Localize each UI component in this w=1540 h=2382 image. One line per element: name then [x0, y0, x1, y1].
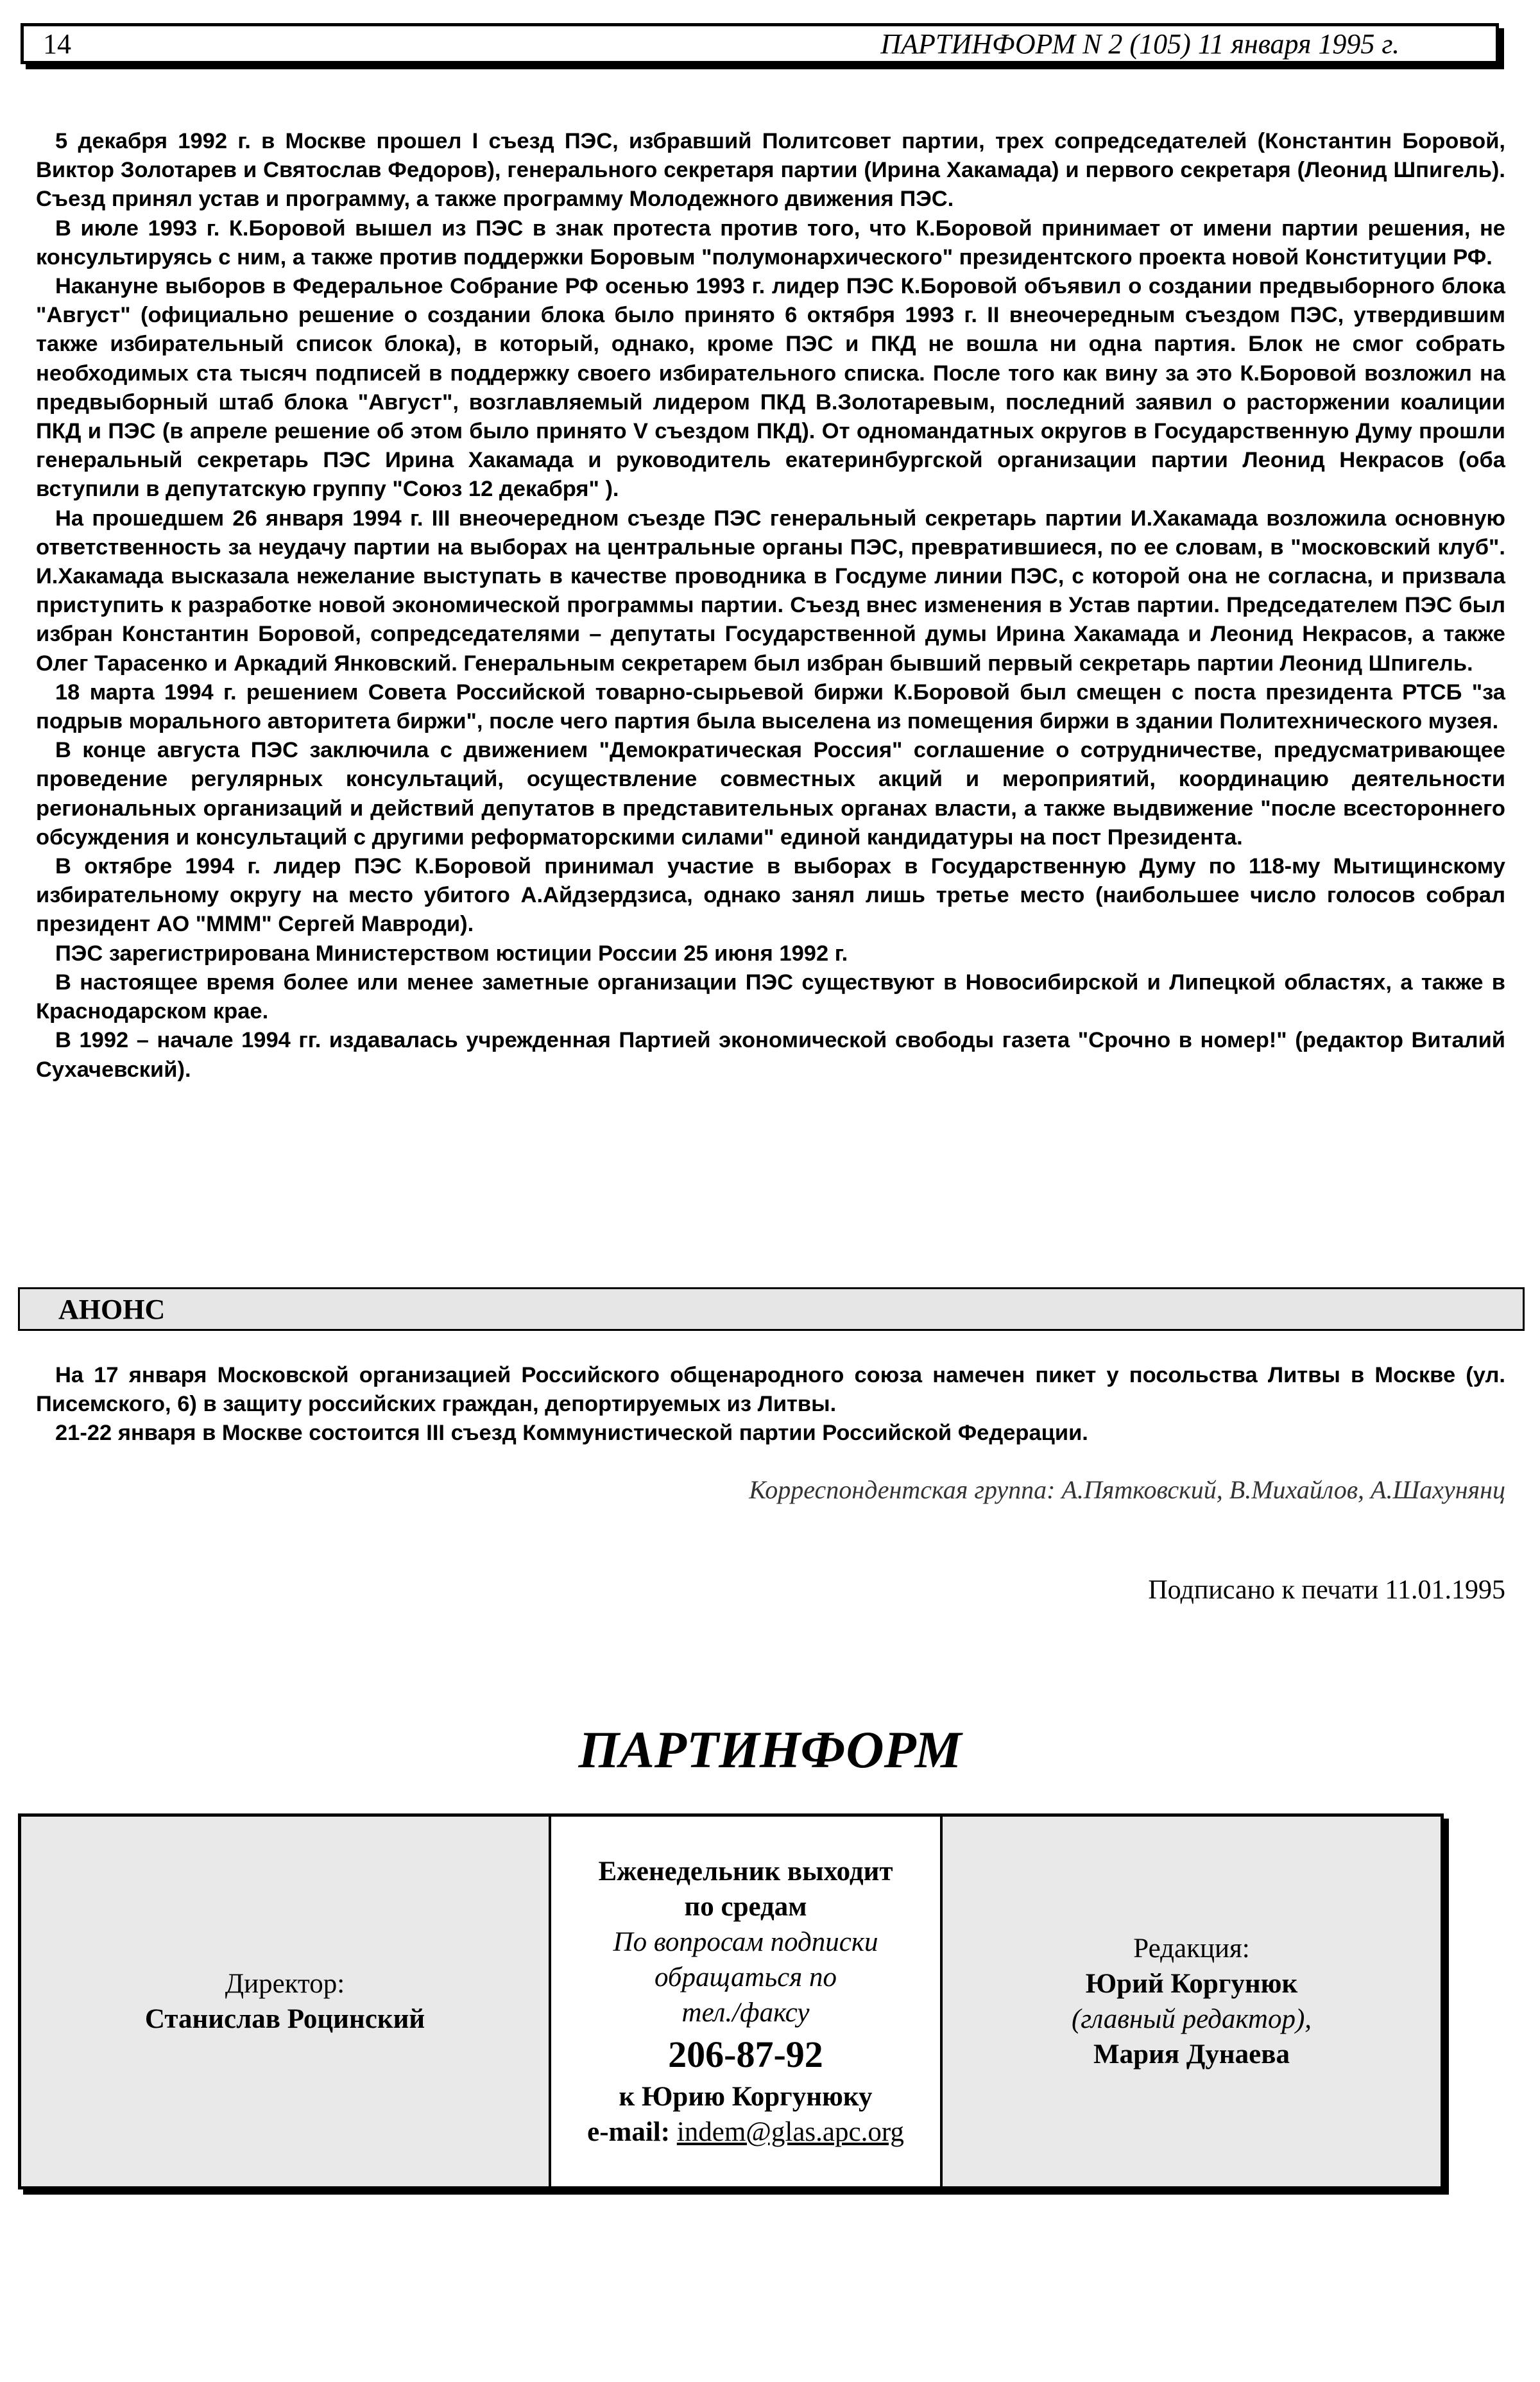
weekly-day: по средам — [684, 1891, 807, 1922]
article-paragraph: В 1992 – начале 1994 гг. издавалась учрежденная Партией экономической свободы газета "Срочно в номер!" (редактор Виталий Сухачевский). — [36, 1028, 1505, 1082]
article-paragraph: В настоящее время более или менее заметные организации ПЭС существуют в Новосибирской и Липецкой областях, а также в Краснодарском крае. — [36, 970, 1505, 1024]
article-paragraph: В июле 1993 г. К.Боровой вышел из ПЭС в знак протеста против того, что К.Боровой принимает от имени партии решения, не консультируясь с ним, а также против поддержки Боровым "полумонархического" президентского проекта новой Конституции РФ. — [36, 216, 1505, 270]
director-label: Директор: — [225, 1969, 345, 1999]
page-number: 14 — [43, 28, 71, 60]
article-body — [36, 127, 1505, 1084]
editor-role: (главный редактор), — [1071, 2004, 1312, 2034]
masthead-title: ПАРТИНФОРМ — [578, 1720, 962, 1779]
contact-person: к Юрию Коргунюку — [619, 2081, 873, 2112]
article-paragraph: Накануне выборов в Федеральное Собрание РФ осенью 1993 г. лидер ПЭС К.Боровой объявил о создании предвыборного блока "Август" (официально решение о создании блока было принято 6 октября 1993 г. II внеочередным съездом ПЭС, утвердившим также избирательный список блока), в который, однако, кроме ПЭС и ПКД не вошла ни одна партия. Блок не смог собрать необходимых ста тысяч подписей в поддержку своего избирательного списка. После того как вину за это К.Боровой возложил на предвыборный штаб блока "Август", возглавляемый лидером ПКД В.Золотаревым, последний заявил о расторжении коалиции ПКД и ПЭС (в апреле решение об этом было принято V съездом ПКД). От одномандатных округов в Государственную Думу прошли генеральный секретарь ПЭС Ирина Хакамада и руководитель екатеринбургской организации партии Леонид Некрасов (оба вступили в депутатскую группу "Союз 12 декабря" ). — [36, 274, 1505, 502]
imprint-table — [18, 1813, 1444, 2189]
article-paragraph: 18 марта 1994 г. решением Совета Российской товарно-сырьевой биржи К.Боровой был смещен с поста президента РТСБ "за подрыв морального авторитета биржи", после чего партия была выселена из помещения биржи в здании Политехнического музея. — [36, 680, 1505, 734]
article-paragraph: 5 декабря 1992 г. в Москве прошел I съезд ПЭС, избравший Политсовет партии, трех сопредседателей (Константин Боровой, Виктор Золотарев и Святослав Федоров), генерального секретаря партии (Ирина Хакамада) и первого секретаря (Леонид Шпигель). Съезд принял устав и программу, а также программу Молодежного движения ПЭС. — [36, 129, 1505, 212]
weekly-line: Еженедельник выходит — [598, 1856, 893, 1887]
anons-label: АНОНС — [58, 1293, 166, 1325]
editors-label: Редакция: — [1133, 1933, 1250, 1964]
director-name: Станислав Роцинский — [144, 2004, 425, 2034]
director-cell — [21, 1817, 551, 2186]
page-header — [21, 23, 1499, 64]
editor-name: Мария Дунаева — [1093, 2039, 1290, 2069]
article-paragraph: ПЭС зарегистрирована Министерством юстиции России 25 июня 1992 г. — [55, 941, 848, 966]
editors-cell — [943, 1817, 1441, 2186]
article-paragraph: На прошедшем 26 января 1994 г. III внеочередном съезде ПЭС генеральный секретарь партии И.Хакамада возложила основную ответственность за неудачу партии на выборах на центральные органы ПЭС, превратившиеся, по ее словам, в "московский клуб". И.Хакамада высказала нежелание выступать в качестве проводника в Госдуме линии ПЭС, с которой она не согласна, и призвала приступить к разработке новой экономической программы партии. Съезд внес изменения в Устав партии. Председателем ПЭС был избран Константин Боровой, сопредседателями – депутаты Государственной думы Ирина Хакамада и Леонид Некрасов, а также Олег Тарасенко и Аркадий Янковский. Генеральным секретарем был избран бывший первый секретарь партии Леонид Шпигель. — [36, 506, 1505, 676]
article-paragraph: В октябре 1994 г. лидер ПЭС К.Боровой принимал участие в выборах в Государственную Думу по 118-му Мытищинскому избирательному округу на место убитого А.Айдзердзиса, однако занял лишь третье место (наибольшее число голосов собрал президент АО "МММ" Сергей Мавроди). — [36, 854, 1505, 937]
subscription-note: По вопросам подписки — [613, 1926, 878, 1957]
publication-title: ПАРТИНФОРМ N 2 (105) 11 января 1995 г. — [880, 28, 1399, 60]
article-paragraph: В конце августа ПЭС заключила с движением "Демократическая Россия" соглашение о сотрудничестве, предусматривающее проведение регулярных консультаций, осуществление совместных акций и мероприятий, координацию деятельности региональных организаций и действий депутатов в представительных органах власти, а также выдвижение "после всестороннего обсуждения и консультаций с другими реформаторскими силами" единой кандидатуры на пост Президента. — [36, 738, 1505, 850]
anons-body — [36, 1361, 1505, 1448]
subscription-cell — [551, 1817, 943, 2186]
phone-number: 206-87-92 — [668, 2033, 823, 2075]
subscription-note: тел./факсу — [681, 1997, 810, 2028]
anons-paragraph: 21-22 января в Москве состоится III съезд Коммунистической партии Российской Федерации. — [55, 1421, 1088, 1446]
email-link[interactable]: indem@glas.apc.org — [676, 2116, 904, 2147]
email-row — [587, 2114, 904, 2150]
anons-paragraph: На 17 января Московской организацией Российского общенародного союза намечен пикет у посольства Литвы в Москве (ул. Писемского, 6) в защиту российских граждан, депортируемых из Литвы. — [36, 1363, 1505, 1417]
anons-section-bar — [18, 1287, 1525, 1331]
editor-name: Юрий Коргунюк — [1085, 1969, 1298, 1999]
correspondents-credit: Корреспондентская группа: А.Пятковский, В.Михайлов, А.Шахунянц — [749, 1475, 1505, 1504]
subscription-note: обращаться по — [654, 1962, 837, 1992]
signed-to-print: Подписано к печати 11.01.1995 — [1148, 1575, 1505, 1605]
email-label: e-mail: — [587, 2116, 671, 2147]
